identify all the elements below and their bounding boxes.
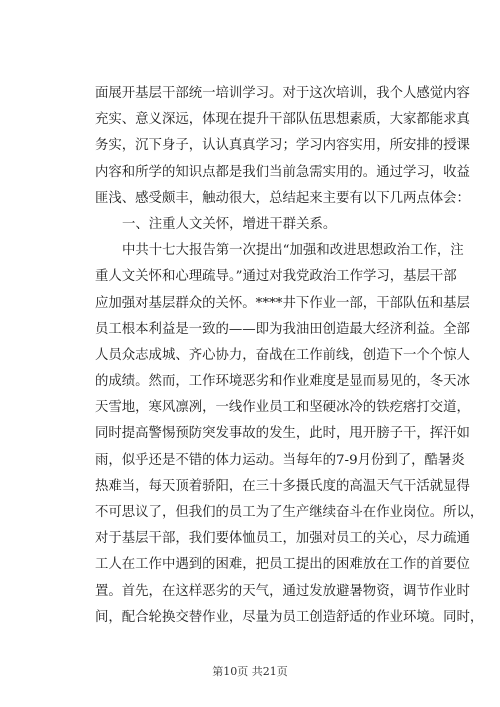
text-line: 中共十七大报告第一次提出“加强和改进思想政治工作，注 [122,243,464,259]
text-line: 重人文关怀和心理疏导。”通过对我党政治工作学习，基层干部 [95,269,457,285]
text-line: 员工根本利益是一致的——即为我油田创造最大经济利益。全部 [95,321,470,337]
text-line: 匪浅、感受颇丰，触动很大，总结起来主要有以下几两点体会： [95,190,470,206]
text-line: 务实，沉下身子，认认真真学习；学习内容实用，所安排的授课 [95,138,470,154]
page-footer: 第10页 共21页 [212,665,288,678]
text-line: 同时提高警惕预防突发事故的发生，此时，甩开膀子干，挥汗如 [95,426,470,442]
text-line: 对于基层干部，我们要体恤员工，加强对员工的关心，尽力疏通 [95,531,470,547]
text-line: 工人在工作中遇到的困难，把员工提出的困难放在工作的首要位 [95,557,470,573]
text-line: 的成绩。然而，工作环境恶劣和作业难度是显而易见的，冬天冰 [95,374,470,390]
text-line: 不可思议了，但我们的员工为了生产继续奋斗在作业岗位。所以， [95,505,484,520]
text-line: 天雪地，寒风凛冽，一线作业员工和坚硬冰冷的铁疙瘩打交道， [95,400,470,416]
text-line: 一、注重人文关怀，增进干群关系。 [122,216,337,232]
text-line: 人员众志成城、齐心协力，奋战在工作前线，创造下一个个惊人 [95,347,470,363]
text-line: 热难当，每天顶着骄阳，在三十多摄氏度的高温天气干活就显得 [95,478,470,494]
text-line: 雨，似乎还是不错的体力运动。当每年的7-9月份到了，酷暑炎 [95,452,465,468]
text-line: 面展开基层干部统一培训学习。对于这次培训，我个人感觉内容 [95,86,470,101]
text-line: 应加强对基层群众的关怀。****井下作业一部，干部队伍和基层 [95,295,470,311]
text-line: 内容和所学的知识点都是我们当前急需实用的。通过学习，收益 [95,164,470,180]
text-line: 置。首先，在这样恶劣的天气，通过发放避暑物资，调节作业时 [95,583,470,599]
text-line: 间，配合轮换交替作业，尽量为员工创造舒适的作业环境。同时， [95,609,484,625]
body-text [95,81,484,631]
text-line: 充实、意义深远，体现在提升干部队伍思想素质，大家都能求真 [95,112,470,128]
